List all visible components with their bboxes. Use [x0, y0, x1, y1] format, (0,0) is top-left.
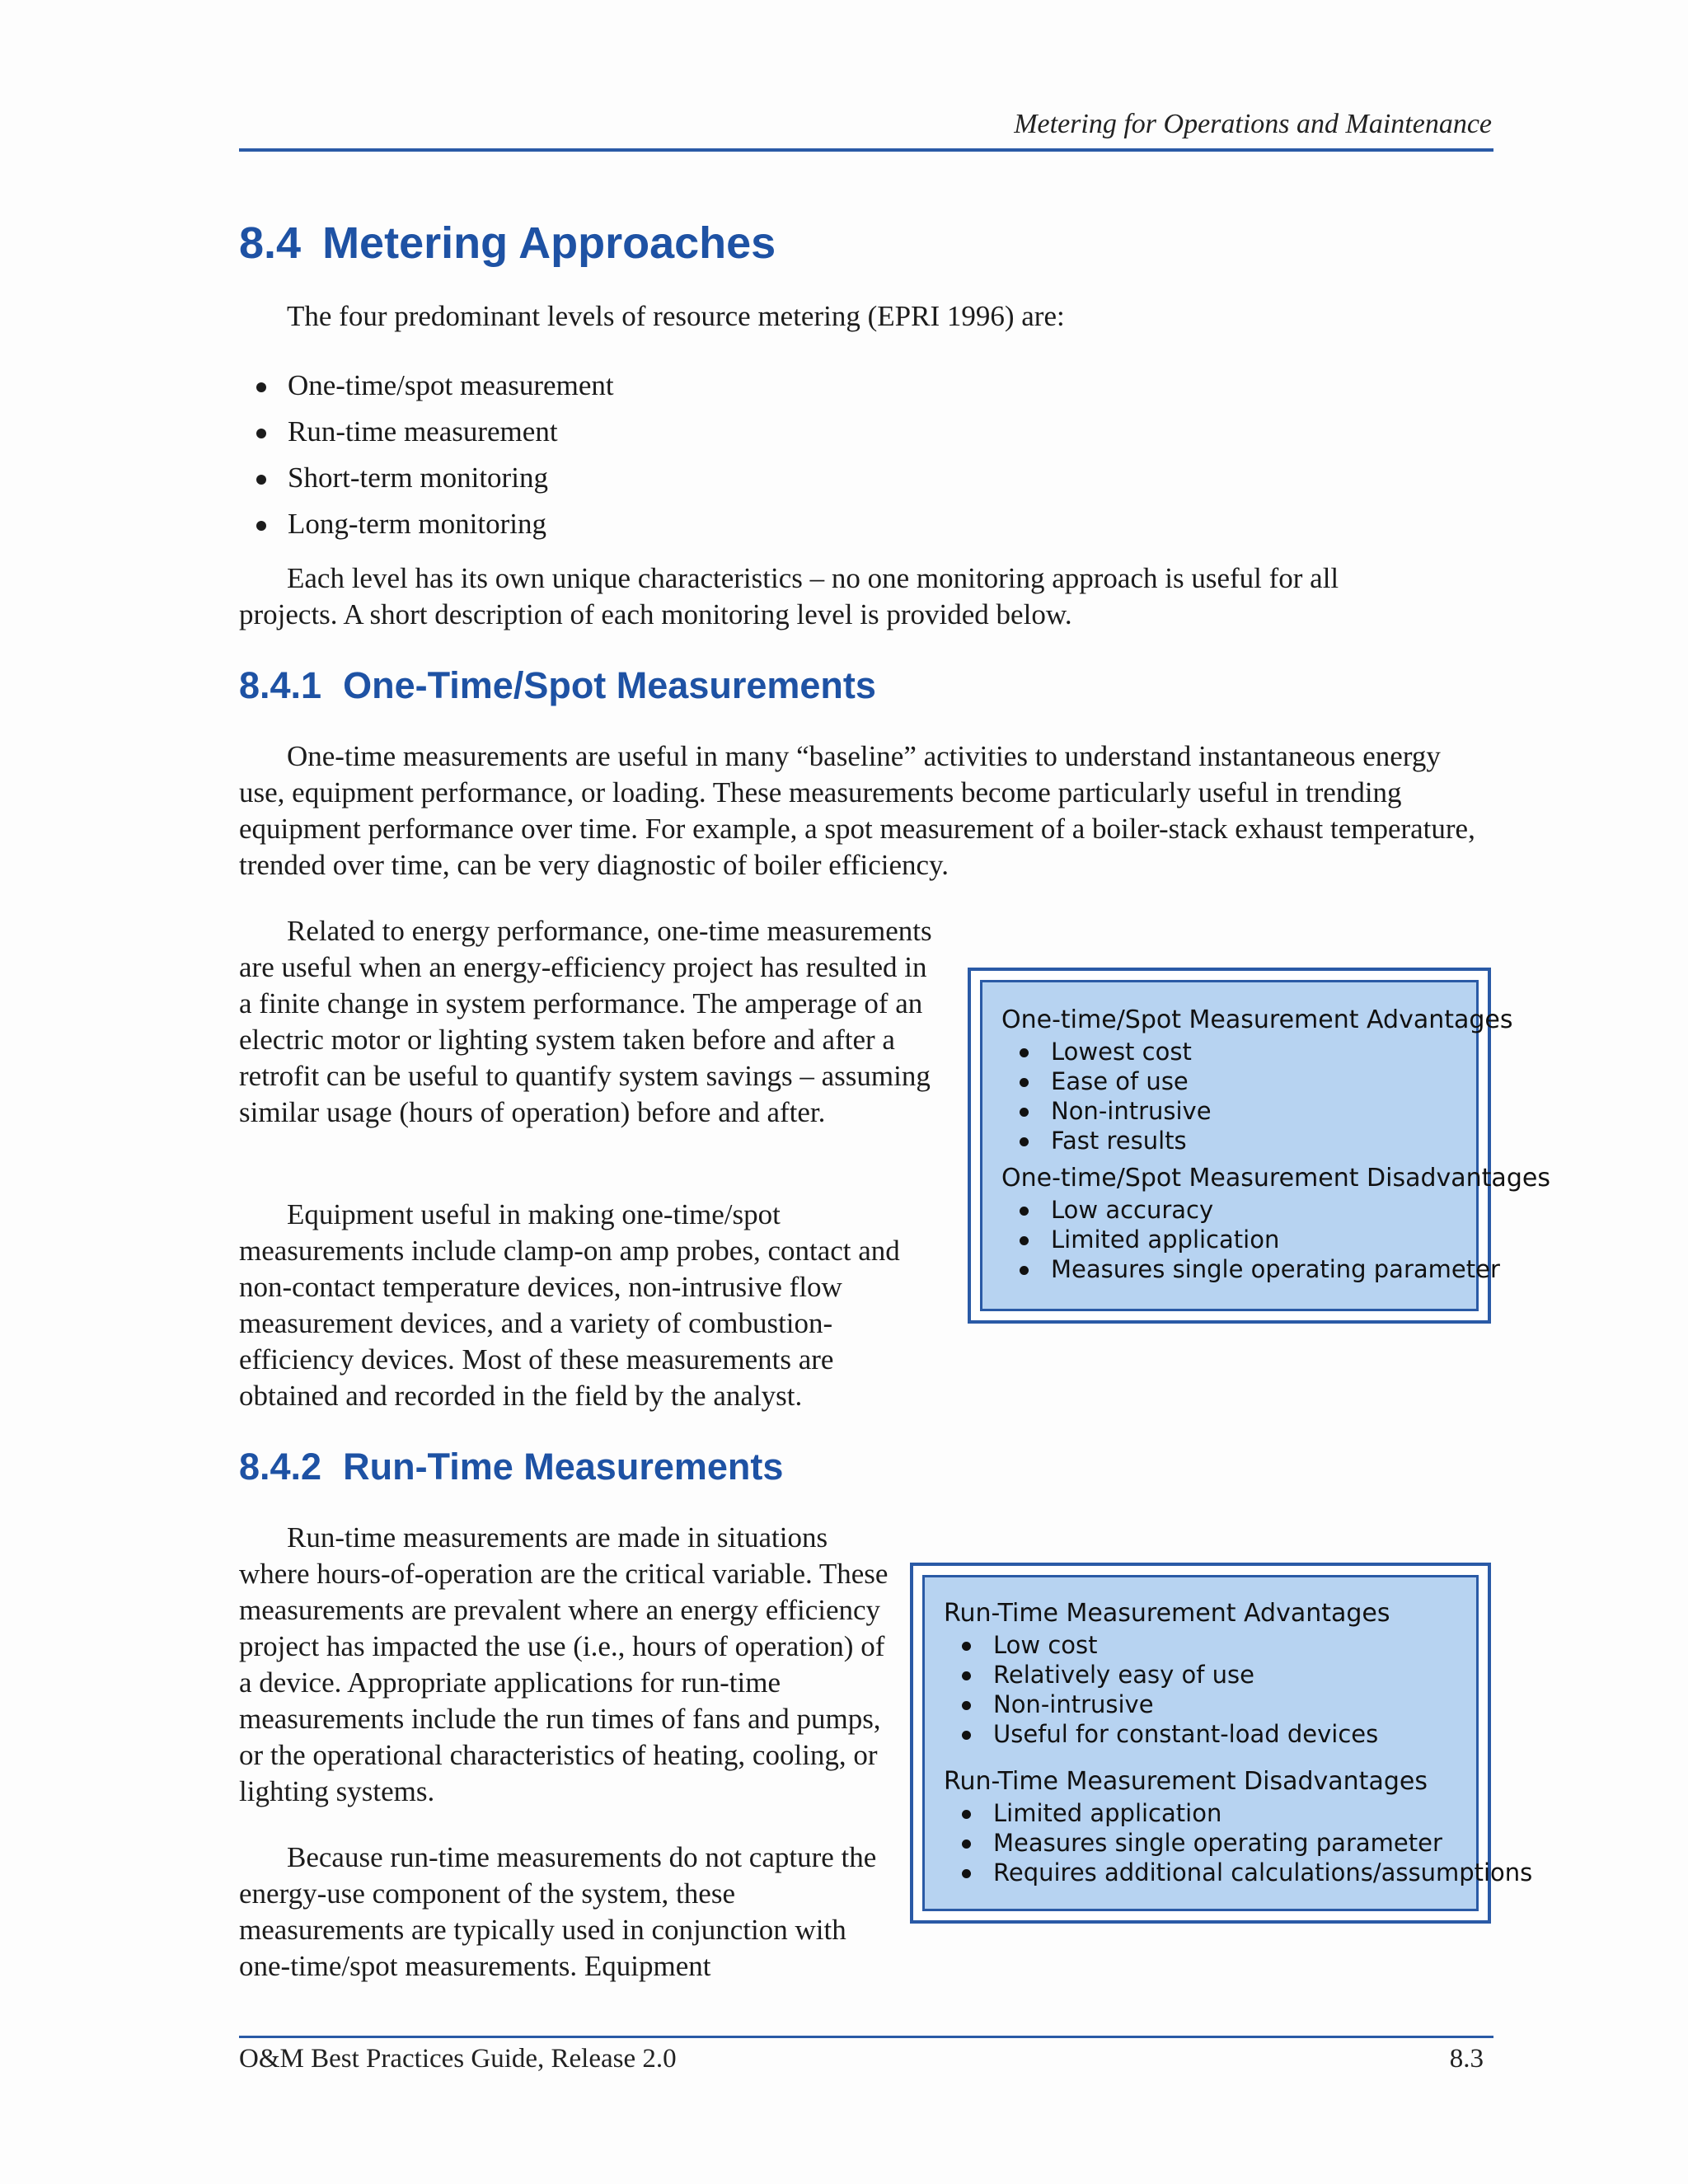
paragraph-text: Equipment useful in making one-time/spot measurements include clamp-on amp probes, contact and non-contact temperature devices, non-intrusive flow measurement devices, and a variety of combustion-efficiency devices. Most of these measurements are obtained and recorded in the field by the analyst. [239, 1198, 900, 1412]
runtime-advantages-heading: Run-Time Measurement Advantages [944, 1599, 1390, 1628]
runtime-measurement-sidebar [910, 1563, 1533, 1924]
list-item: Short-term monitoring [239, 455, 614, 501]
section-intro-text: The four predominant levels of resource metering (EPRI 1996) are: [287, 300, 1065, 332]
subsection-1-paragraph-1 [239, 738, 1493, 883]
subsection-1-number: 8.4.1 [239, 664, 322, 706]
runtime-disadvantages-heading: Run-Time Measurement Disadvantages [944, 1767, 1428, 1796]
subsection-1-heading [239, 664, 876, 707]
paragraph-text: One-time measurements are useful in many “baseline” activities to understand instantaneous energy use, equipment performance, or loading. These measurements become particularly useful in trending equipment performance over time. For example, a spot measurement of a boiler-stack exhaust temperature, trended over time, can be very diagnostic of boiler efficiency. [239, 740, 1475, 881]
spot-advantages-list [1001, 1037, 1476, 1155]
section-summary [239, 560, 1426, 633]
page-number: 8.3 [1449, 2044, 1484, 2074]
runtime-advantages-list [944, 1630, 1476, 1749]
section-summary-text: Each level has its own unique characteristics – no one monitoring approach is useful for all projects. A short description of each monitoring level is provided below. [239, 562, 1339, 630]
paragraph-text: Run-time measurements are made in situations where hours-of-operation are the critical variable. These measurements are prevalent where an energy efficiency project has impacted the use (i.e., hours of operation) of a device. Appropriate applications for run-time measurements include the run times of fans and pumps, or the operational characteristics of heating, cooling, or lighting systems. [239, 1521, 889, 1807]
list-item: Low accuracy [1001, 1195, 1476, 1225]
spot-advantages-heading: One-time/Spot Measurement Advantages [1001, 1005, 1513, 1034]
list-item: Measures single operating parameter [944, 1828, 1476, 1858]
list-item: Long-term monitoring [239, 501, 614, 547]
list-item: Non-intrusive [944, 1690, 1476, 1719]
subsection-1-title: One-Time/Spot Measurements [343, 664, 876, 706]
paragraph-text: Because run-time measurements do not capture the energy-use component of the system, these measurements are typically used in conjunction with one-time/spot measurements. Equipment [239, 1841, 877, 1982]
spot-measurement-sidebar [968, 968, 1550, 1324]
subsection-2-paragraph-2 [239, 1840, 882, 1985]
footer-guide-title: O&M Best Practices Guide, Release 2.0 [239, 2044, 677, 2074]
metering-levels-list [239, 363, 614, 547]
section-intro [239, 298, 1493, 335]
subsection-2-paragraph-1 [239, 1520, 890, 1810]
spot-disadvantages-heading: One-time/Spot Measurement Disadvantages [1001, 1164, 1550, 1193]
list-item: Run-time measurement [239, 409, 614, 455]
subsection-1-paragraph-2 [239, 913, 940, 1131]
list-item: Lowest cost [1001, 1037, 1476, 1066]
running-header: Metering for Operations and Maintenance [1014, 109, 1492, 139]
list-item: Requires additional calculations/assumptions [944, 1858, 1476, 1887]
list-item: Relatively easy of use [944, 1660, 1476, 1690]
header-rule [239, 148, 1493, 152]
list-item: Low cost [944, 1630, 1476, 1660]
list-item: Limited application [944, 1798, 1476, 1828]
subsection-2-number: 8.4.2 [239, 1446, 322, 1488]
list-item: Measures single operating parameter [1001, 1254, 1476, 1284]
subsection-1-paragraph-3 [239, 1197, 915, 1414]
paragraph-text: Related to energy performance, one-time measurements are useful when an energy-efficiency project has resulted in a finite change in system performance. The amperage of an electric motor or lighting system taken before and after a retrofit can be useful to quantify system savings – assuming similar usage (hours of operation) before and after. [239, 915, 932, 1128]
section-heading [239, 218, 776, 269]
section-number: 8.4 [239, 218, 302, 268]
section-title: Metering Approaches [322, 218, 776, 268]
list-item: Limited application [1001, 1225, 1476, 1254]
list-item: Ease of use [1001, 1066, 1476, 1096]
list-item: Fast results [1001, 1126, 1476, 1155]
footer-rule [239, 2036, 1493, 2038]
subsection-2-heading [239, 1446, 783, 1488]
runtime-disadvantages-list [944, 1798, 1533, 1887]
subsection-2-title: Run-Time Measurements [343, 1446, 784, 1488]
list-item: Non-intrusive [1001, 1096, 1476, 1126]
list-item: Useful for constant-load devices [944, 1719, 1476, 1749]
list-item: One-time/spot measurement [239, 363, 614, 409]
spot-disadvantages-list [1001, 1195, 1500, 1284]
